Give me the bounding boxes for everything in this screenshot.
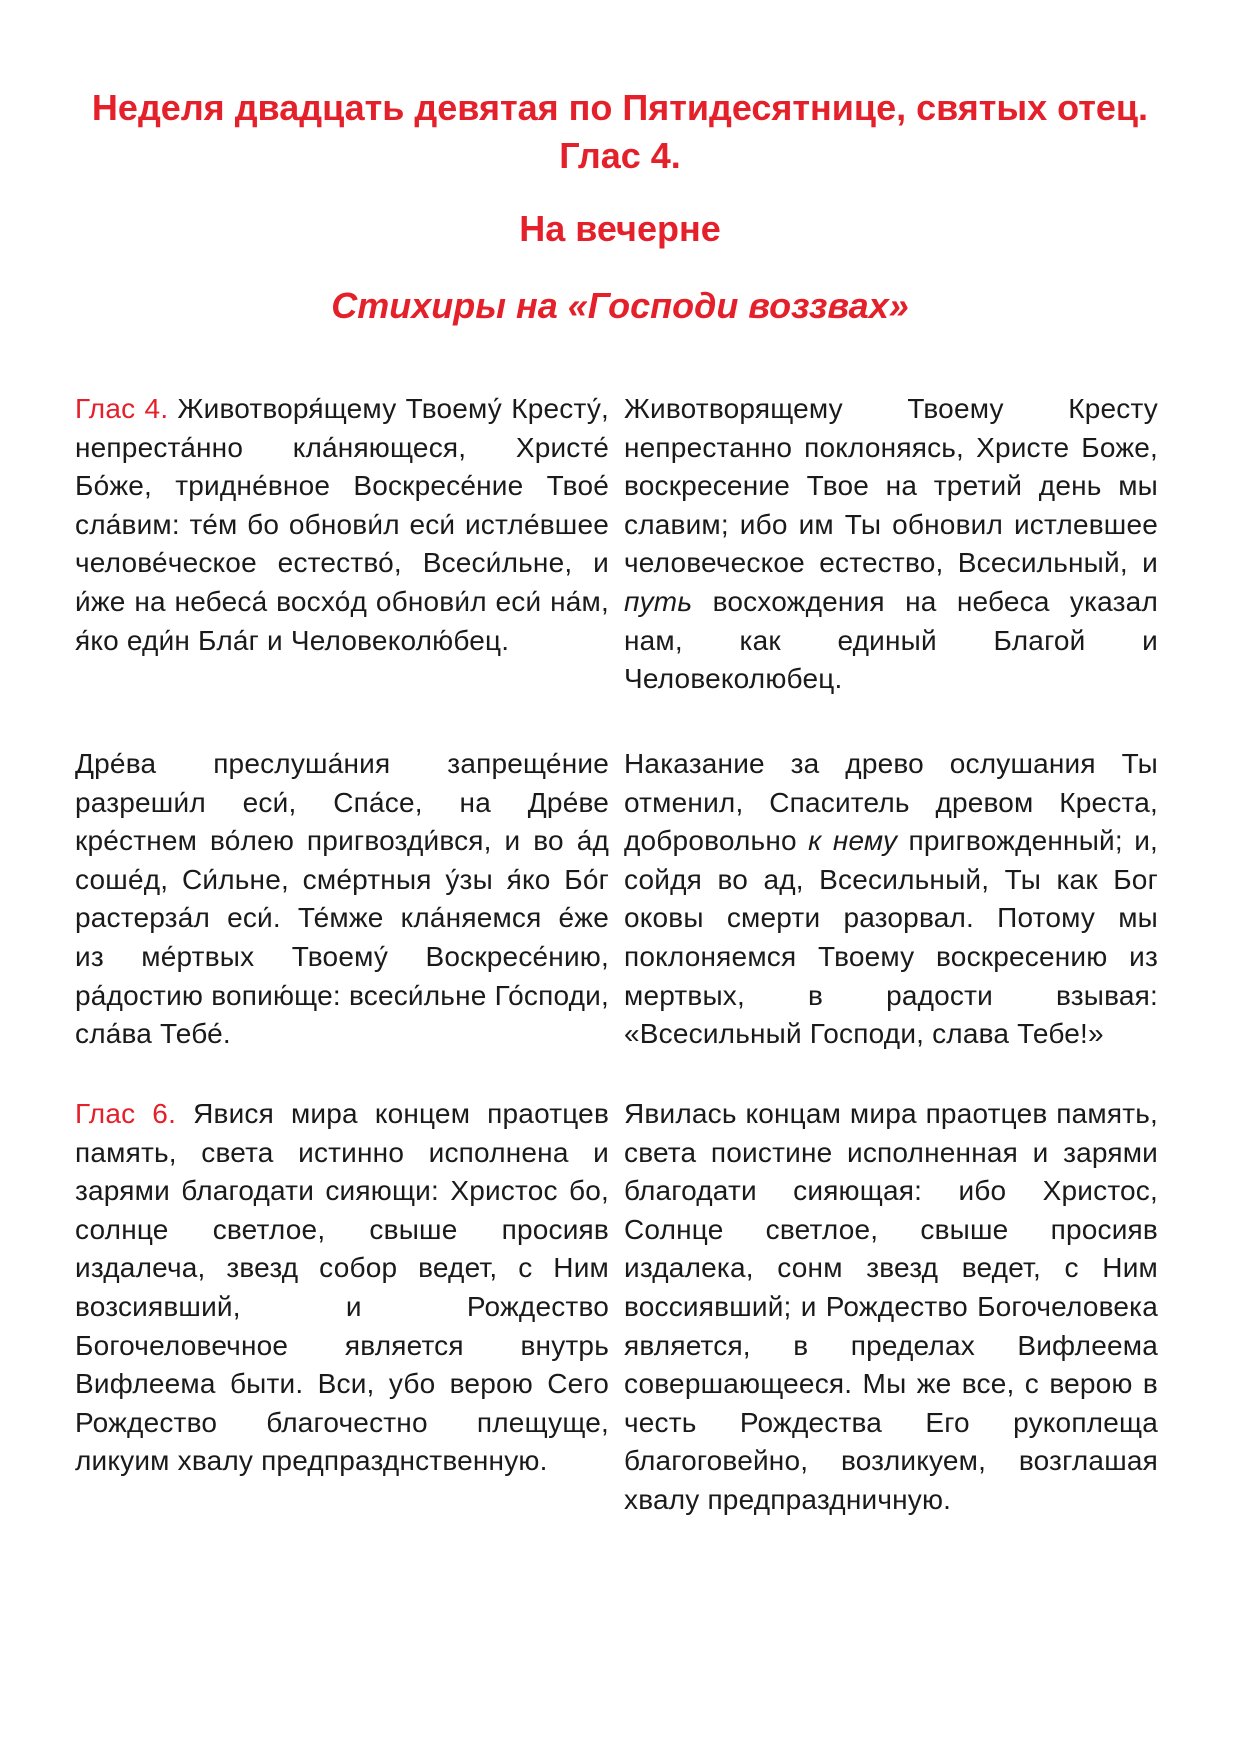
slavonic-body: Явися мира концем праотцев память, света истинно исполнена и зарями благодати сияющи: Христос бо, солнце светлое, свыше просияв издалеча, звезд собор ведет, с Ним возсиявший, и Рождество Богочеловечное является внутрь Вифлеема быти. Вси, убо верою Сего Рождество благочестно плещуще, ликуим хвалу предпразднственную. xyxy=(75,1098,610,1477)
page-title xyxy=(0,84,1240,180)
slavonic-text xyxy=(75,745,609,1054)
stichera-heading: Стихиры на «Господи воззвах» xyxy=(331,285,909,326)
russian-translation xyxy=(624,745,1158,1054)
title-line-1: Неделя двадцать девятая по Пятидесятнице, святых отец. xyxy=(91,87,1149,128)
russian-translation xyxy=(624,1095,1158,1520)
russian-body-rest: пригвожденный; и, сойдя во ад, Всесильный, Ты как Бог оковы смерти разорвал. Потому мы поклоняемся Твоему воскресению из мертвых, в радости взывая: «Всесильный Господи, слава Тебе!» xyxy=(624,825,1159,1050)
slavonic-body: Животворя́щему Твоему́ Кресту́, непреста́нно кла́няющеся, Христе́ Бо́же, тридне́вное Воскресе́ние Твое́ сла́вим: те́м бо обнови́л еси́ истле́вшее челове́ческое естество́, Всеси́льне, и и́же на небеса́ восхо́д обнови́л еси́ на́м, я́ко еди́н Бла́г и Человеколю́бец. xyxy=(75,393,609,656)
russian-body: Животворящему Твоему Кресту непрестанно поклоняясь, Христе Боже, воскресение Твое на третий день мы славим; ибо им Ты обновил истлевшее человеческое естество, Всесильный, и xyxy=(624,393,1158,579)
russian-translation xyxy=(624,390,1158,699)
russian-body-rest: восхождения на небеса указал нам, как единый Благой и Человеколюбец. xyxy=(624,585,1158,695)
russian-body: Наказание за древо ослушания Ты отменил, Спаситель древом Креста, добровольно xyxy=(624,748,1158,857)
service-heading: На вечерне xyxy=(519,208,721,249)
slavonic-text xyxy=(75,390,609,660)
tone-label: Глас 4. xyxy=(75,393,169,424)
slavonic-body: Дре́ва преслуша́ния запреще́ние разреши́л еси́, Спа́се, на Дре́ве кре́стнем во́лею пригвозди́вся, и во а́д соше́д, Си́льне, сме́ртныя у́зы я́ко Бо́г растерза́л еси́. Те́мже кла́няемся е́же из ме́ртвых Твоему́ Воскресе́нию, ра́достию вопию́ще: всеси́льне Го́споди, сла́ва Тебе́. xyxy=(75,748,609,1050)
slavonic-text xyxy=(75,1095,609,1481)
russian-insertion: путь xyxy=(624,585,693,617)
title-line-2: Глас 4. xyxy=(559,135,681,176)
russian-insertion: к нему xyxy=(808,825,898,857)
russian-body: Явилась концам мира праотцев память, света поистине исполненная и зарями благодати сияющая: ибо Христос, Солнце светлое, свыше просияв издалека, сонм звезд ведет, с Ним воссиявший; и Рождество Богочеловека является, в пределах Вифлеема совершающееся. Мы же все, с верою в честь Рождества Его рукоплеща благоговейно, возликуем, возглашая хвалу предпраздничную. xyxy=(624,1098,1158,1515)
tone-label: Глас 6. xyxy=(75,1098,177,1129)
